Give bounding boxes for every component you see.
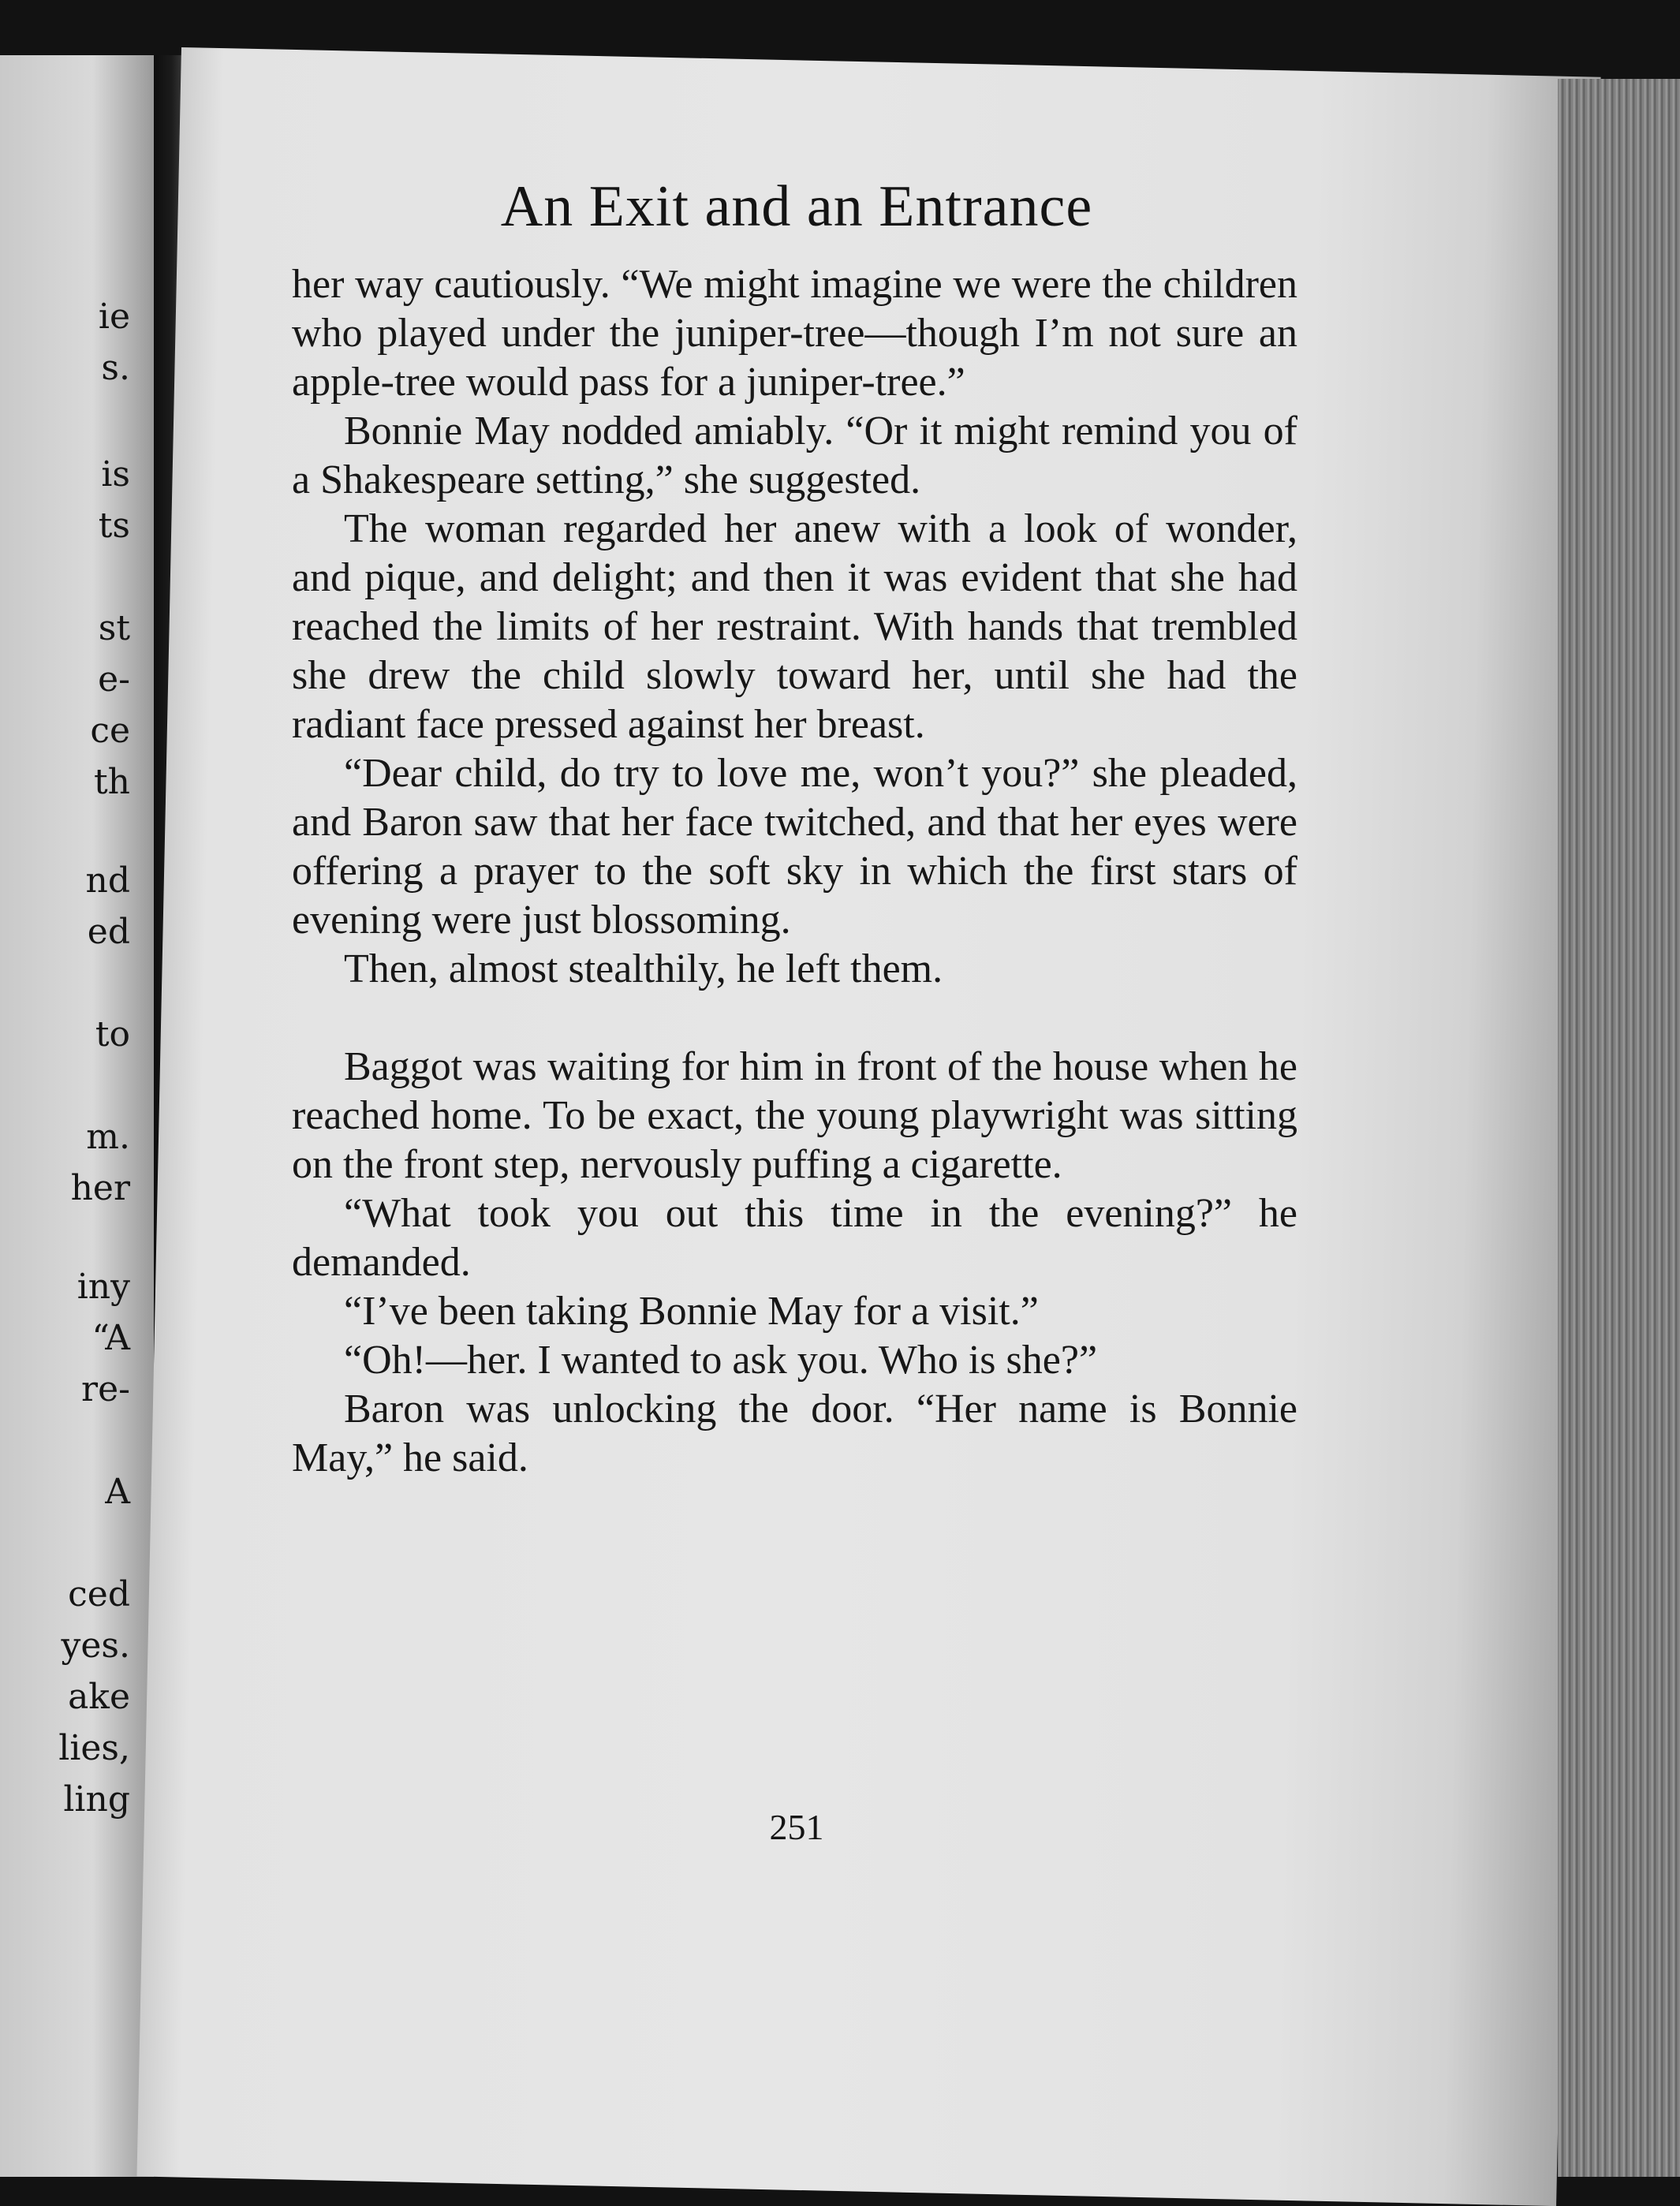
page-edges (1558, 79, 1680, 2177)
left-page-fragment: ced (68, 1574, 130, 1614)
left-page-fragment: yes. (61, 1626, 130, 1666)
left-page-fragment: m. (86, 1117, 130, 1157)
paragraph: Baron was unlocking the door. “Her name is Bonnie May,” he said. (292, 1387, 1297, 1480)
left-page-fragment: ed (87, 912, 130, 952)
left-page-fragment: nd (85, 860, 130, 901)
paragraph: “What took you out this time in the evening?” he demanded. (292, 1191, 1297, 1285)
paragraph: “Oh!—her. I wanted to ask you. Who is she?” (344, 1338, 1098, 1383)
paragraph: Baggot was waiting for him in front of the house when he reached home. To be exact, the young playwright was sitting on the front step, nervously puffing a cigarette. (292, 1044, 1297, 1187)
left-page-fragment: ce (90, 711, 130, 751)
page-number: 251 (769, 1807, 824, 1847)
left-page-fragment: re- (81, 1369, 130, 1409)
running-header: An Exit and an Entrance (500, 174, 1093, 239)
left-page-fragment: ake (68, 1677, 130, 1717)
paragraph: her way cautiously. “We might imagine we were the children who played under the juniper-tree—though I’m not sure an apple-tree would pass for a juniper-tree.” (292, 262, 1297, 405)
left-page-fragment: A (105, 1472, 130, 1512)
left-page-fragment: ling (63, 1779, 130, 1820)
paragraph: “Dear child, do try to love me, won’t you?” she pleaded, and Baron saw that her face twitched, and that her eyes were offering a prayer to the soft sky in which the first stars of evening were just blossoming. (292, 751, 1297, 942)
left-page-fragment: ts (98, 506, 130, 546)
paragraph: Bonnie May nodded amiably. “Or it might remind you of a Shakespeare setting,” she suggested. (292, 409, 1297, 502)
left-page-fragment: her (70, 1168, 130, 1208)
left-page-fragment: “A (91, 1318, 130, 1358)
left-page-fragment: iny (77, 1267, 130, 1307)
left-page (0, 55, 154, 2177)
paragraph: The woman regarded her anew with a look of wonder, and pique, and delight; and then it was evident that she had reached the limits of her restraint. With hands that trembled she drew the child slowly toward her, until she had the radiant face pressed against her breast. (292, 506, 1297, 747)
left-page-fragment: s. (101, 348, 130, 388)
left-page-fragment: th (93, 762, 130, 802)
paragraph: “I’ve been taking Bonnie May for a visit.” (344, 1289, 1039, 1334)
body-text (292, 260, 1297, 1483)
left-page-fragment: lies, (58, 1728, 130, 1768)
left-page-fragment: st (98, 608, 130, 648)
left-page-fragment: is (101, 454, 130, 495)
left-page-fragment: e- (98, 659, 130, 700)
left-page-fragment: ie (98, 297, 130, 337)
paragraph: Then, almost stealthily, he left them. (344, 946, 943, 991)
left-page-fragment: to (95, 1014, 130, 1054)
